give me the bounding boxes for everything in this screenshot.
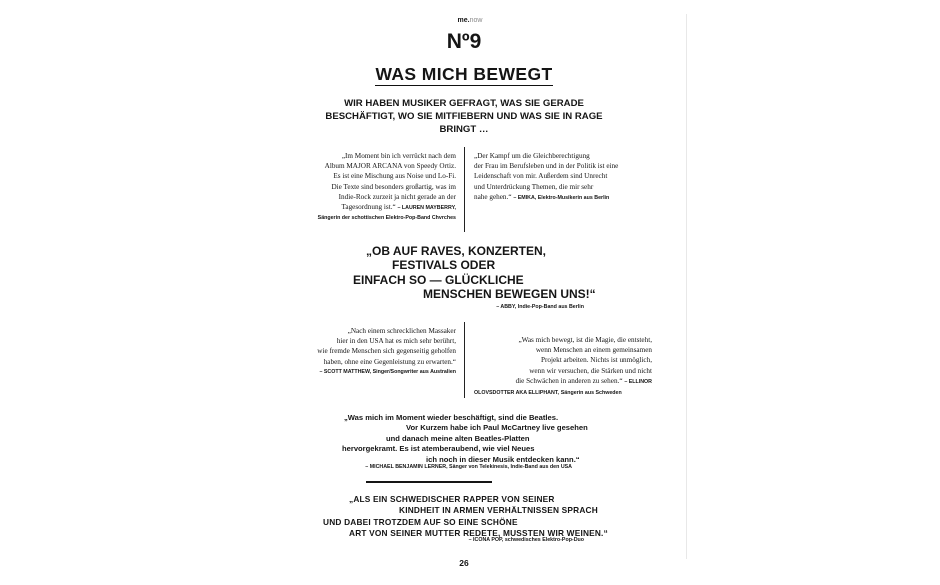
issue-number: Nº9 — [446, 30, 482, 53]
quote-emika — [474, 151, 646, 203]
quote-icona-pop — [320, 494, 620, 539]
quote-line: Indie-Rock zurzeit ja nicht gerade an der — [338, 192, 456, 201]
page-number: 26 — [459, 558, 469, 568]
intro-text: WIR HABEN MUSIKER GEFRAGT, WAS SIE GERADE BESCHÄFTIGT, WO SIE MITFIEBERN UND WAS SIE IN RAGE BRINGT … — [325, 98, 603, 135]
pull-quote-line: FESTIVALS ODER — [392, 258, 496, 273]
quote-line: und danach meine alten Beatles-Platten — [386, 433, 530, 443]
divider-rule — [366, 481, 492, 483]
masthead — [0, 17, 940, 24]
quote-line: UND DABEI TROTZDEM AUF SO EINE SCHÖNE — [323, 516, 518, 527]
quote-line: Es ist eine Mischung aus Noise und Lo-Fi. — [333, 172, 456, 181]
quote-line: die Schwächen in anderen zu sehen.“ – ELLINOR — [515, 376, 652, 385]
quote-line: und Unterdrückung Themen, die mir sehr — [474, 182, 594, 191]
quote-author: – ICONA POP, schwedisches Elektro-Pop-Duo — [468, 537, 584, 543]
quote-michael-benjamin-lerner — [340, 413, 610, 465]
quote-author: – MICHAEL BENJAMIN LERNER, Sänger von Telekinesis, Indie-Band aus den USA — [365, 464, 572, 470]
pull-quote-line: MENSCHEN BEWEGEN UNS!“ — [423, 286, 596, 301]
quote-line: Vor Kurzem habe ich Paul McCartney live gesehen — [406, 423, 588, 433]
quote-line: „Im Moment bin ich verrückt nach dem — [341, 152, 456, 160]
quote-line: wie fremde Menschen sich gegenseitig geholfen — [317, 347, 456, 356]
quote-line: ich noch in dieser Musik entdecken kann.“ — [426, 454, 580, 464]
pull-quote-line: EINFACH SO — GLÜCKLICHE — [353, 272, 524, 287]
quote-line: der Frau im Berufsleben und in der Politik ist eine — [474, 162, 619, 171]
quote-author-role: Sängerin der schottischen Elektro-Pop-Band Chvrches — [317, 215, 456, 222]
page-title: WAS MICH BEWEGT — [375, 64, 553, 84]
quote-line: „Der Kampf um die Gleichberechtigung — [474, 152, 590, 160]
quote-elliphant — [474, 335, 652, 398]
quote-line: haben, ohne eine Gegenleistung zu erwarten.“ — [323, 357, 456, 366]
quote-line: Album MAJOR ARCANA von Speedy Ortiz. — [324, 162, 456, 171]
masthead-section: now — [469, 17, 483, 24]
masthead-brand: me. — [457, 17, 470, 24]
pull-quote-author: – ABBY, Indie-Pop-Band aus Berlin — [496, 304, 584, 310]
quote-author: – ELLINOR — [624, 378, 652, 385]
quote-line: „ALS EIN SCHWEDISCHER RAPPER VON SEINER — [349, 494, 555, 504]
quote-lauren-mayberry — [288, 151, 456, 223]
quote-line: Leidenschaft von mir. Außerdem sind Unrecht — [474, 172, 608, 181]
pull-quote-line: „OB AUF RAVES, KONZERTEN, — [366, 244, 547, 258]
quote-author: – LAUREN MAYBERRY, — [397, 205, 456, 212]
quote-line: hervorgekramt. Es ist atemberaubend, wie viel Neues — [342, 444, 535, 454]
quote-author: – EMIKA, Elektro-Musikerin aus Berlin — [513, 194, 610, 201]
pull-quote-abby — [320, 244, 616, 301]
quote-line: Tagesordnung ist.“ – LAUREN MAYBERRY, — [341, 203, 456, 212]
quote-line: ART VON SEINER MUTTER REDETE, MUSSTEN WIR WEINEN.“ — [349, 527, 608, 538]
quote-line: hier in den USA hat es mich sehr berührt, — [336, 337, 456, 346]
quote-line: „Nach einem schrecklichen Massaker — [347, 327, 456, 335]
page-edge — [686, 14, 687, 559]
column-divider — [464, 147, 465, 232]
column-divider — [464, 322, 465, 398]
quote-line: nahe gehen.“ – EMIKA, Elektro-Musikerin aus Berlin — [474, 192, 610, 201]
quote-line: wenn wir versuchen, die Stärken und nicht — [529, 366, 652, 375]
quote-line: wenn Menschen an einem gemeinsamen — [535, 346, 652, 355]
quote-line: Projekt arbeiten. Nichts ist unmöglich, — [541, 356, 652, 365]
quote-scott-matthew — [283, 326, 456, 377]
quote-line — [474, 387, 652, 398]
quote-author-role: Sängerin aus Schweden — [560, 390, 622, 397]
quote-author-name: OLOVSDOTTER AKA ELLIPHANT, — [474, 390, 559, 397]
quote-line: Die Texte sind besonders großartig, was im — [331, 182, 456, 191]
quote-line: KINDHEIT IN ARMEN VERHÄLTNISSEN SPRACH — [399, 505, 598, 516]
quote-author: – SCOTT MATTHEW, Singer/Songwriter aus Australien — [319, 368, 456, 375]
quote-line: „Was mich im Moment wieder beschäftigt, sind die Beatles. — [344, 413, 559, 422]
quote-line: „Was mich bewegt, ist die Magie, die entsteht, — [518, 336, 652, 344]
